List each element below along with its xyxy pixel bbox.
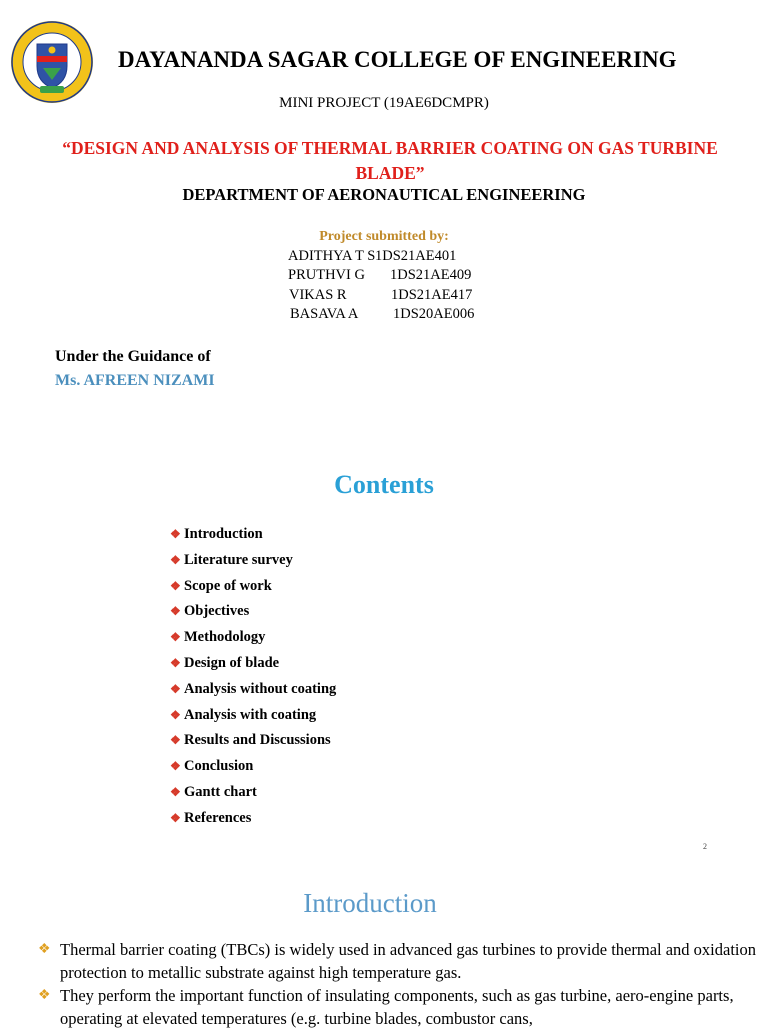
introduction-heading: Introduction bbox=[303, 888, 437, 918]
mini-project-code: MINI PROJECT (19AE6DCMPR) bbox=[279, 95, 489, 111]
toc-item bbox=[170, 629, 336, 655]
student-usn: 1DS21AE401 bbox=[375, 248, 457, 264]
diamond-bullet-icon: ❖ bbox=[170, 733, 181, 748]
toc-item bbox=[170, 810, 336, 836]
toc-item-label: Design of blade bbox=[184, 654, 280, 671]
diamond-bullet-icon: ❖ bbox=[38, 942, 51, 957]
toc-item bbox=[170, 578, 336, 604]
toc-item-label: Objectives bbox=[184, 603, 250, 620]
guidance-label: Under the Guidance of bbox=[55, 348, 211, 365]
contents-list bbox=[170, 526, 336, 836]
toc-item-label: Literature survey bbox=[184, 551, 293, 568]
intro-bullet-text: Thermal barrier coating (TBCs) is widely used in advanced gas turbines to provide thermal and oxidation protection to metallic substrate against high temperature gas. bbox=[60, 940, 757, 982]
diamond-bullet-icon: ❖ bbox=[170, 578, 181, 593]
toc-item bbox=[170, 526, 336, 552]
diamond-bullet-icon: ❖ bbox=[170, 681, 181, 696]
diamond-bullet-icon: ❖ bbox=[170, 810, 181, 825]
intro-bullet bbox=[38, 938, 758, 984]
toc-item bbox=[170, 784, 336, 810]
toc-item-label: Conclusion bbox=[184, 758, 254, 775]
toc-item-label: Analysis with coating bbox=[184, 706, 317, 723]
diamond-bullet-icon: ❖ bbox=[170, 655, 181, 670]
toc-item bbox=[170, 552, 336, 578]
diamond-bullet-icon: ❖ bbox=[170, 552, 181, 567]
diamond-bullet-icon: ❖ bbox=[170, 784, 181, 799]
toc-item bbox=[170, 758, 336, 784]
college-logo bbox=[10, 20, 94, 104]
guide-name: Ms. AFREEN NIZAMI bbox=[55, 372, 215, 389]
toc-item bbox=[170, 732, 336, 758]
student-name: VIKAS R bbox=[289, 287, 347, 303]
diamond-bullet-icon: ❖ bbox=[170, 604, 181, 619]
contents-heading: Contents bbox=[334, 470, 434, 499]
page-number: 2 bbox=[703, 842, 707, 851]
diamond-bullet-icon: ❖ bbox=[170, 527, 181, 541]
project-title: “DESIGN AND ANALYSIS OF THERMAL BARRIER COATING ON GAS TURBINE BLADE” bbox=[62, 138, 718, 183]
toc-item-label: References bbox=[184, 809, 252, 826]
toc-item-label: Analysis without coating bbox=[184, 680, 337, 697]
student-usn: 1DS21AE417 bbox=[391, 287, 473, 303]
student-name: ADITHYA T S bbox=[288, 248, 376, 264]
student-usn: 1DS21AE409 bbox=[390, 267, 472, 283]
toc-item bbox=[170, 655, 336, 681]
diamond-bullet-icon: ❖ bbox=[170, 759, 181, 774]
diamond-bullet-icon: ❖ bbox=[38, 988, 51, 1003]
toc-item-label: Scope of work bbox=[184, 577, 272, 594]
intro-bullet bbox=[38, 984, 758, 1030]
student-usn: 1DS20AE006 bbox=[393, 306, 475, 322]
toc-item bbox=[170, 681, 336, 707]
toc-item-label: Gantt chart bbox=[184, 783, 257, 800]
intro-bullet-text: They perform the important function of insulating components, such as gas turbine, aero-engine parts, operating at elevated temperatures (e.g. turbine blades, combustor cans, bbox=[60, 986, 734, 1028]
submitted-by-label: Project submitted by: bbox=[319, 229, 449, 244]
student-name: BASAVA A bbox=[290, 306, 359, 322]
toc-item bbox=[170, 603, 336, 629]
toc-item-label: Introduction bbox=[184, 526, 263, 542]
college-crest-icon bbox=[10, 20, 94, 104]
diamond-bullet-icon: ❖ bbox=[170, 707, 181, 722]
toc-item bbox=[170, 707, 336, 733]
department-name: DEPARTMENT OF AERONAUTICAL ENGINEERING bbox=[182, 185, 586, 204]
student-name: PRUTHVI G bbox=[288, 267, 365, 283]
college-name: DAYANANDA SAGAR COLLEGE OF ENGINEERING bbox=[118, 47, 677, 72]
toc-item-label: Results and Discussions bbox=[184, 732, 331, 749]
toc-item-label: Methodology bbox=[184, 629, 266, 646]
diamond-bullet-icon: ❖ bbox=[170, 630, 181, 645]
introduction-bullets bbox=[38, 938, 758, 1030]
